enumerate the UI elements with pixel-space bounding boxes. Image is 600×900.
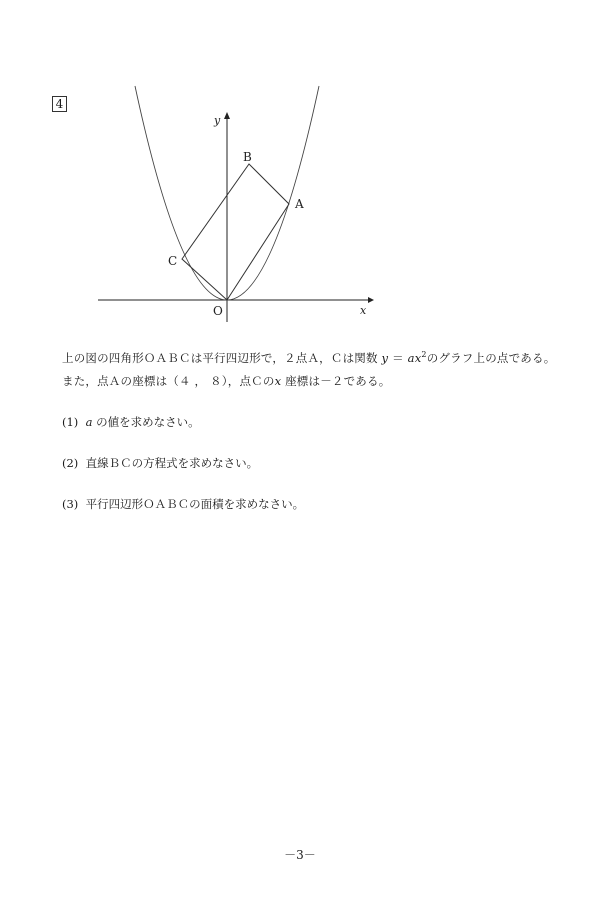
statement-line-2 [62,373,390,389]
statement-line-2-end: 座標は－２である。 [281,374,391,388]
statement-line-1-end: のグラフ上の点である。 [426,351,556,365]
statement-line-2-start: また，点Ａの座標は（４ ， ８），点Ｃの [62,374,275,388]
problem-number: 4 [52,96,67,112]
point-a-label: A [295,197,304,211]
var-x: x [414,351,422,365]
question-2-number: (2) [62,456,79,470]
statement-line-1 [62,350,555,366]
var-a: a [407,351,415,365]
question-1 [62,414,200,430]
x-axis-arrow [368,297,374,303]
question-2-text: 直線ＢＣの方程式を求めなさい。 [85,456,259,470]
point-c-label: C [168,254,178,268]
question-3 [62,496,304,512]
origin-label: O [213,304,223,318]
y-axis-label: y [214,114,221,127]
question-3-text: 平行四辺形ＯＡＢＣの面積を求めなさい。 [85,497,305,511]
parabola-figure [0,0,600,340]
equals-sign: ＝ [388,351,408,365]
statement-line-1-start: 上の図の四角形ＯＡＢＣは平行四辺形で，２点Ａ，Ｃは関数 [62,351,378,365]
page-number: －3－ [284,848,316,862]
var-x-2: x [274,374,282,388]
point-b-label: B [243,150,252,164]
question-1-text: の値を求めなさい。 [92,415,200,429]
question-1-number: (1) [62,415,79,429]
parallelogram-oabc [182,164,289,300]
question-1-var: a [85,415,93,429]
exponent-2: 2 [421,350,427,360]
y-axis-arrow [224,112,230,119]
x-axis-label: x [360,304,367,317]
var-y: y [381,351,389,365]
question-3-number: (3) [62,497,79,511]
question-2 [62,455,258,471]
